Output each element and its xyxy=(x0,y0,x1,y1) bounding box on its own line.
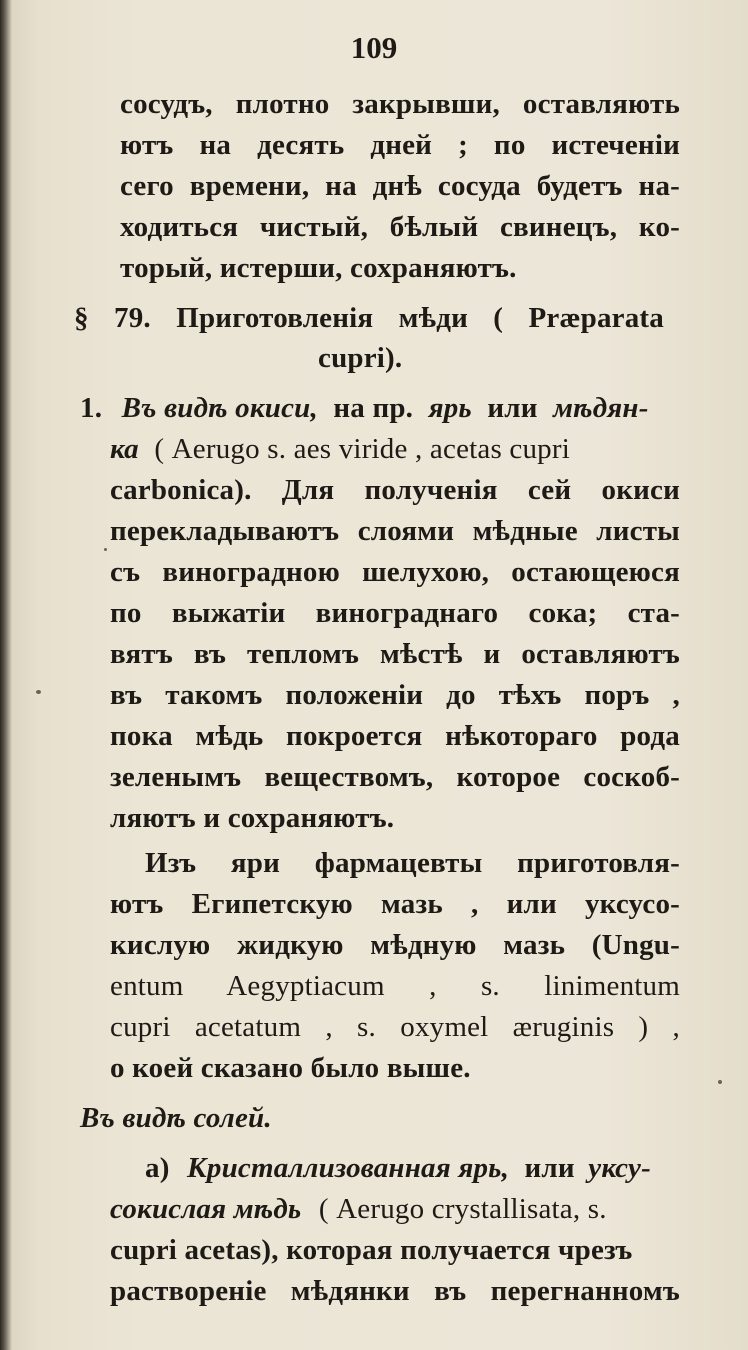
text-line: carbonica). Для полученія сей окиси xyxy=(110,474,680,506)
italic-term: ярь xyxy=(428,392,472,424)
text-line: раствореніе мѣдянки въ перегнанномъ xyxy=(110,1275,680,1307)
item-line xyxy=(110,1191,680,1227)
subheading: Въ видѣ солей. xyxy=(80,1102,272,1134)
text-line: кислую жидкую мѣдную мазь (Ungu- xyxy=(110,929,680,961)
item-line xyxy=(80,390,680,426)
italic-term: ка xyxy=(110,433,139,465)
text-line: ходиться чистый, бѣлый свинецъ, ко- xyxy=(120,211,680,243)
paper-speck xyxy=(104,548,107,551)
text-line: торый, истерши, сохраняютъ. xyxy=(120,252,517,284)
text-line: пока мѣдь покроется нѣкотораго рода xyxy=(110,720,680,752)
text-fragment: на пр. xyxy=(333,392,414,424)
text-fragment: или xyxy=(487,392,538,424)
text-line: перекладываютъ слоями мѣдные листы xyxy=(110,515,680,547)
paper-speck xyxy=(36,690,41,694)
text-line: о коей сказано было выше. xyxy=(110,1052,471,1084)
text-line: entum Aegyptiacum , s. linimentum xyxy=(110,970,680,1002)
text-fragment: или xyxy=(524,1152,575,1184)
text-line: по выжатіи винограднаго сока; ста- xyxy=(110,597,680,629)
text-line: въ такомъ положеніи до тѣхъ поръ , xyxy=(110,679,680,711)
latin-fragment: ( Aerugo s. aes viride , acetas cupri xyxy=(154,433,570,465)
item-number: 1. xyxy=(80,392,103,424)
item-line xyxy=(110,431,680,467)
italic-term: сокислая мѣдь xyxy=(110,1193,302,1225)
text-line: сосудъ, плотно закрывши, оставляють xyxy=(120,88,680,120)
section-heading: § 79. Приготовленія мѣди ( Præparata xyxy=(74,302,664,334)
item-line xyxy=(145,1150,680,1186)
text-line: Изъ яри фармацевты приготовля- xyxy=(145,847,680,879)
text-line: ляютъ и сохраняютъ. xyxy=(110,802,395,834)
page-number: 109 xyxy=(350,30,398,65)
item-label: a) xyxy=(145,1152,170,1184)
italic-term: уксу- xyxy=(588,1152,651,1184)
text-line: ютъ Египетскую мазь , или уксусо- xyxy=(110,888,680,920)
latin-fragment: ( Aerugo crystallisata, s. xyxy=(318,1193,607,1225)
text-line: вятъ въ тепломъ мѣстѣ и оставляютъ xyxy=(110,638,680,670)
text-line: съ виноградною шелухою, остающеюся xyxy=(110,556,680,588)
text-line: cupri acetatum , s. oxymel æruginis ) , xyxy=(110,1011,680,1043)
text-line: ютъ на десять дней ; по истеченіи xyxy=(120,129,680,161)
text-line: зеленымъ веществомъ, которое соскоб- xyxy=(110,761,680,793)
italic-term: Кристаллизованная ярь, xyxy=(187,1152,510,1184)
section-heading-cont: cupri). xyxy=(318,342,403,374)
paper-speck xyxy=(718,1080,722,1084)
text-line: cupri acetas), которая получается чрезъ xyxy=(110,1234,633,1266)
italic-term: мѣдян- xyxy=(553,392,649,424)
book-spine-shadow xyxy=(0,0,12,1350)
italic-term: Въ видѣ окиси, xyxy=(121,392,318,424)
text-line: сего времени, на днѣ сосуда будетъ на- xyxy=(120,170,680,202)
